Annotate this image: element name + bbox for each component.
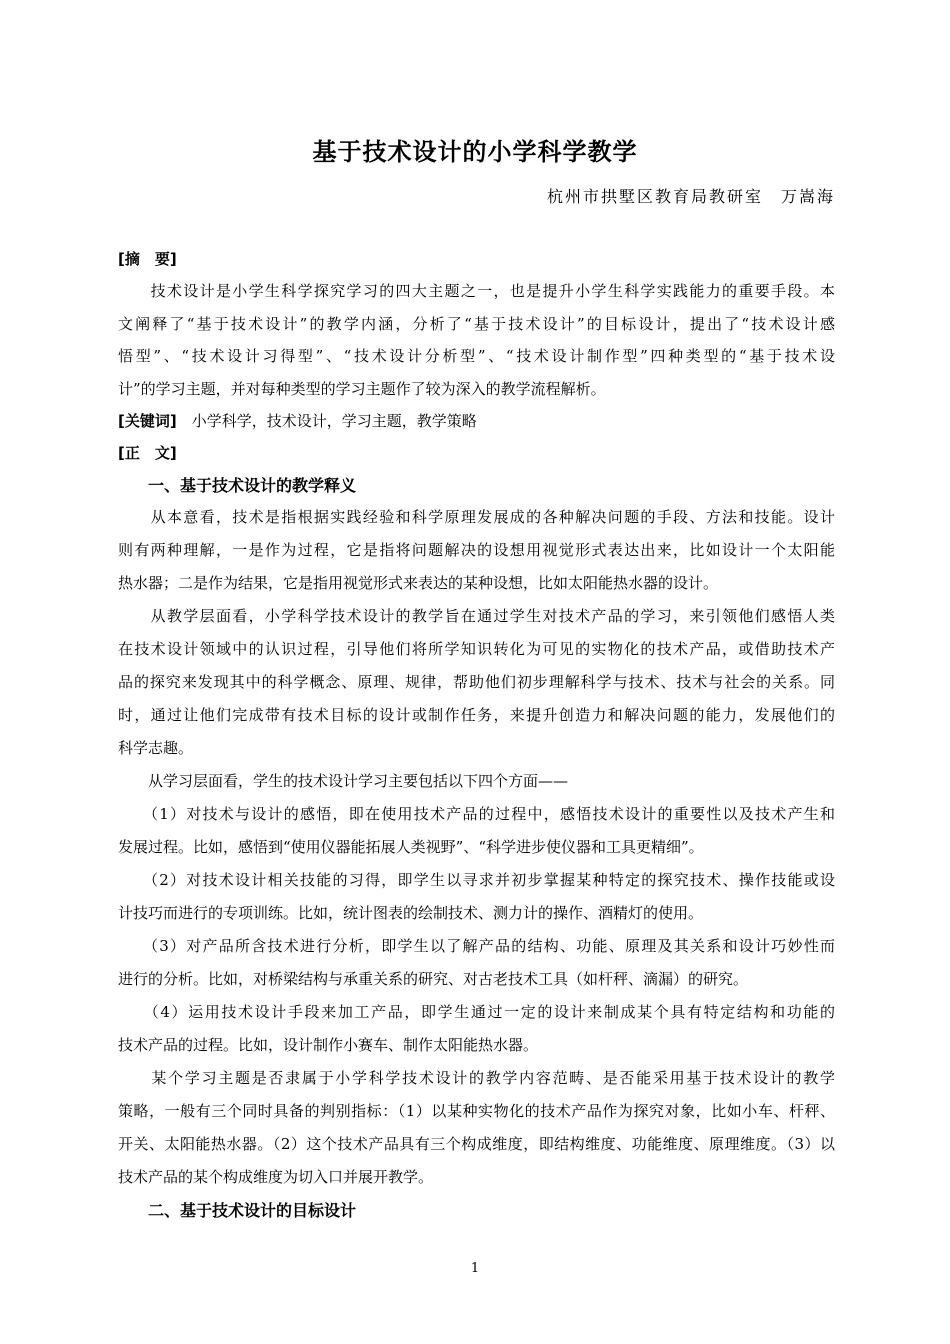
body-label: [正 文] (118, 444, 177, 462)
abstract-line: 计”的学习主题，并对每种类型的学习主题作了较为深入的教学流程解析。 (118, 380, 606, 398)
paragraph-line: 从学习层面看，学生的技术设计学习主要包括以下四个方面—— (118, 772, 569, 790)
paragraph-line: （1）对技术与设计的感悟，即在使用技术产品的过程中，感悟技术设计的重要性以及技术产生和 (118, 805, 835, 823)
paragraph-line: 科学志趣。 (118, 739, 194, 757)
abstract-line: 技术设计是小学生科学探究学习的四大主题之一，也是提升小学生科学实践能力的重要手段。本 (118, 282, 835, 300)
paragraph-line: 计技巧而进行的专项训练。比如，统计图表的绘制技术、测力计的操作、酒精灯的使用。 (118, 904, 704, 922)
keywords-label: [关键词] (118, 412, 177, 430)
keywords-line (118, 411, 477, 431)
paragraph-line: 技术产品的某个构成维度为切入口并展开教学。 (118, 1168, 434, 1186)
paragraph-line: 某个学习主题是否隶属于小学科学技术设计的教学内容范畴、是否能采用基于技术设计的教学 (118, 1069, 835, 1087)
paragraph-line: 热水器；二是作为结果，它是指用视觉形式来表达的某种设想，比如太阳能热水器的设计。 (118, 574, 719, 592)
paragraph-line: （3）对产品所含技术进行分析，即学生以了解产品的结构、功能、原理及其关系和设计巧妙性而 (118, 937, 835, 955)
paragraph-line: 进行的分析。比如，对桥梁结构与承重关系的研究、对古老技术工具（如杆秤、滴漏）的研究。 (118, 970, 749, 988)
paragraph-line: （4）运用技术设计手段来加工产品，即学生通过一定的设计来制成某个具有特定结构和功能的 (118, 1003, 835, 1021)
paragraph-line: 技术产品的过程。比如，设计制作小赛车、制作太阳能热水器。 (118, 1036, 539, 1054)
keywords-text: 小学科学，技术设计，学习主题，教学策略 (176, 412, 477, 430)
author-line: 杭州市拱墅区教育局教研室 万嵩海 (546, 187, 835, 206)
abstract-line: 文阐释了“基于技术设计”的教学内涵，分析了“基于技术设计”的目标设计，提出了“技术设计感 (118, 315, 835, 333)
section-heading: 一、基于技术设计的教学释义 (148, 476, 357, 495)
section-heading: 二、基于技术设计的目标设计 (148, 1201, 357, 1220)
paragraph-line: 时，通过让他们完成带有技术目标的设计或制作任务，来提升创造力和解决问题的能力，发展他们的 (118, 706, 835, 724)
paragraph-line: （2）对技术设计相关技能的习得，即学生以寻求并初步掌握某种特定的探究技术、操作技能或设 (118, 871, 835, 889)
paragraph-line: 从本意看，技术是指根据实践经验和科学原理发展成的各种解决问题的手段、方法和技能。设计 (118, 508, 835, 526)
abstract-label: [摘 要] (118, 250, 177, 268)
page-number: 1 (470, 1261, 480, 1276)
paragraph-line: 品的探究来发现其中的科学概念、原理、规律，帮助他们初步理解科学与技术、技术与社会的关系。同 (118, 673, 835, 691)
paragraph-line: 策略，一般有三个同时具备的判别指标：（1）以某种实物化的技术产品作为探究对象，比如小车、杆秤、 (118, 1102, 835, 1120)
paragraph-line: 则有两种理解，一是作为过程，它是指将问题解决的设想用视觉形式表达出来，比如设计一个太阳能 (118, 541, 835, 559)
page-title: 基于技术设计的小学科学教学 (312, 138, 638, 166)
paragraph-line: 发展过程。比如，感悟到“使用仪器能拓展人类视野”、“科学进步使仪器和工具更精细”。 (118, 838, 704, 856)
paragraph-line: 开关、太阳能热水器。（2）这个技术产品具有三个构成维度，即结构维度、功能维度、原理维度。（3）以 (118, 1135, 835, 1153)
abstract-line: 悟型”、“技术设计习得型”、“技术设计分析型”、“技术设计制作型”四种类型的“基于技术设 (118, 347, 835, 365)
paragraph-line: 在技术设计领域中的认识过程，引导他们将所学知识转化为可见的实物化的技术产品，或借助技术产 (118, 640, 835, 658)
paragraph-line: 从教学层面看，小学科学技术设计的教学旨在通过学生对技术产品的学习，来引领他们感悟人类 (118, 607, 835, 625)
